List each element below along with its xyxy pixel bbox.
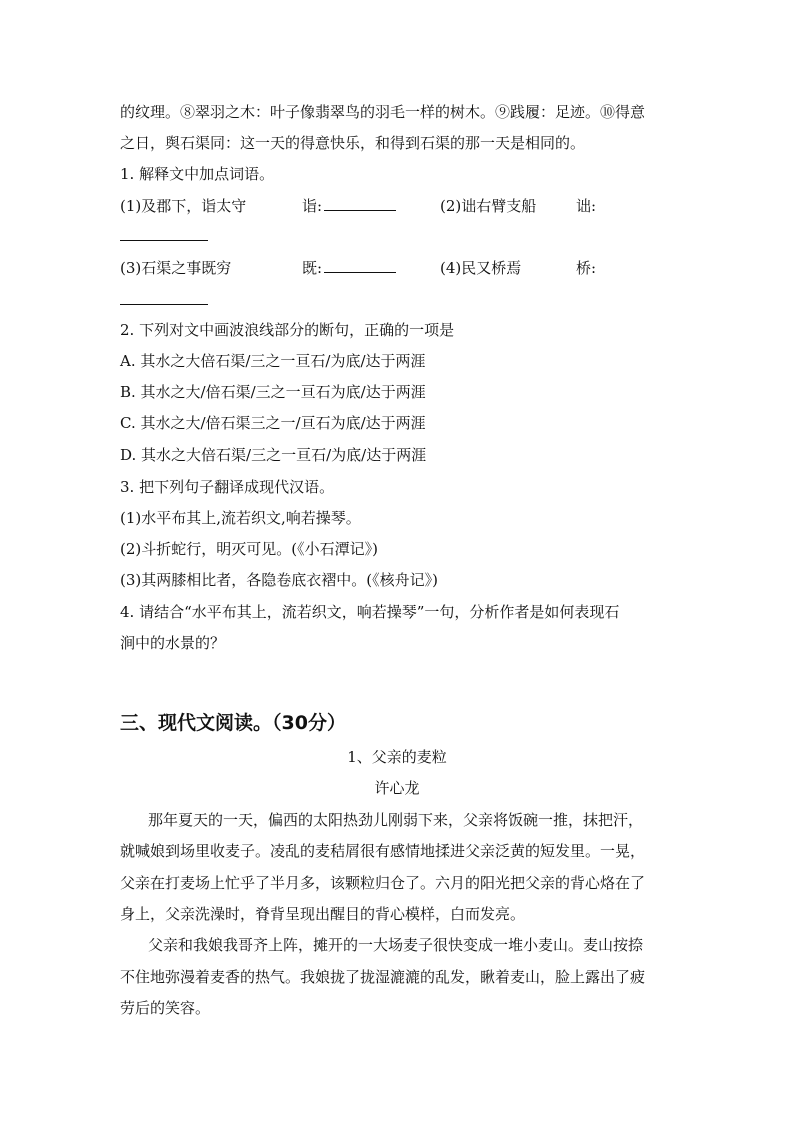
annotation-line-1: 的纹理。⑧翠羽之木：叶子像翡翠鸟的羽毛一样的树木。⑨践履：足迹。⑩得意 xyxy=(120,103,646,121)
q3-item-2: (2)斗折蛇行，明灭可见。(《小石潭记》) xyxy=(120,540,378,558)
q2-option-a: A. 其水之大倍石渠/三之一亘石/为底/达于两涯 xyxy=(120,352,426,370)
passage-author: 许心龙 xyxy=(374,779,420,797)
paragraph-1-line-1: 那年夏天的一天，偏西的太阳热劲儿刚弱下来，父亲将饭碗一推，抹把汗， xyxy=(148,811,644,829)
q1-item-2: (2)诎右臂支船 xyxy=(440,197,537,215)
question-2-stem: 2. 下列对文中画波浪线部分的断句，正确的一项是 xyxy=(120,321,455,339)
question-3-stem: 3. 把下列句子翻译成现代汉语。 xyxy=(120,478,335,496)
q1-label-3: 既: xyxy=(302,258,396,278)
question-4-line-2: 涧中的水景的？ xyxy=(120,634,226,652)
passage-title: 1、父亲的麦粒 xyxy=(347,748,447,766)
q1-label-2: 诎: xyxy=(576,197,597,215)
q1-item-1: (1)及郡下，诣太守 xyxy=(120,197,247,215)
paragraph-1-line-4: 身上，父亲洗澡时，脊背呈现出醒目的背心模样，白而发亮。 xyxy=(120,905,526,923)
paragraph-1-line-3: 父亲在打麦场上忙乎了半月多，该颗粒归仓了。六月的阳光把父亲的背心烙在了 xyxy=(120,874,646,892)
paragraph-2-line-2: 不住地弥漫着麦香的热气。我娘拢了拢湿漉漉的乱发，瞅着麦山，脸上露出了疲 xyxy=(120,968,646,986)
q2-option-d: D. 其水之大倍石渠/三之一亘石/为底/达于两涯 xyxy=(120,446,427,464)
answer-blank-3[interactable] xyxy=(324,258,396,273)
section-heading: 三、现代文阅读。（30分） xyxy=(120,712,346,734)
q1-label-4: 桥: xyxy=(576,259,597,277)
answer-blank-4[interactable] xyxy=(120,304,208,305)
annotation-line-2: 之日，舆石渠同：这一天的得意快乐，和得到石渠的那一天是相同的。 xyxy=(120,134,586,152)
answer-blank-1[interactable] xyxy=(324,196,396,211)
q3-item-3: (3)其两膝相比者，各隐卷底衣褶中。(《核舟记》) xyxy=(120,571,438,589)
q2-option-c: C. 其水之大/倍石渠三之一/亘石为底/达于两涯 xyxy=(120,414,426,432)
answer-blank-2[interactable] xyxy=(120,240,208,241)
paragraph-2-line-3: 劳后的笑容。 xyxy=(120,999,211,1017)
paragraph-2-line-1: 父亲和我娘我哥齐上阵，摊开的一大场麦子很快变成一堆小麦山。麦山按捺 xyxy=(148,936,644,954)
paragraph-1-line-2: 就喊娘到场里收麦子。凌乱的麦秸屑很有感情地揉进父亲泛黄的短发里。一晃， xyxy=(120,842,646,860)
q2-option-b: B. 其水之大/倍石渠/三之一亘石为底/达于两涯 xyxy=(120,383,426,401)
question-1-stem: 1. 解释文中加点词语。 xyxy=(120,165,275,183)
q1-item-4: (4)民又桥焉 xyxy=(440,259,522,277)
question-4-line-1: 4. 请结合“水平布其上，流若织文，响若操琴”一句，分析作者是如何表现石 xyxy=(120,603,620,621)
q1-item-3: (3)石渠之事既穷 xyxy=(120,259,232,277)
q1-label-1: 诣: xyxy=(302,196,396,216)
q3-item-1: (1)水平布其上,流若织文,响若操琴。 xyxy=(120,509,361,527)
